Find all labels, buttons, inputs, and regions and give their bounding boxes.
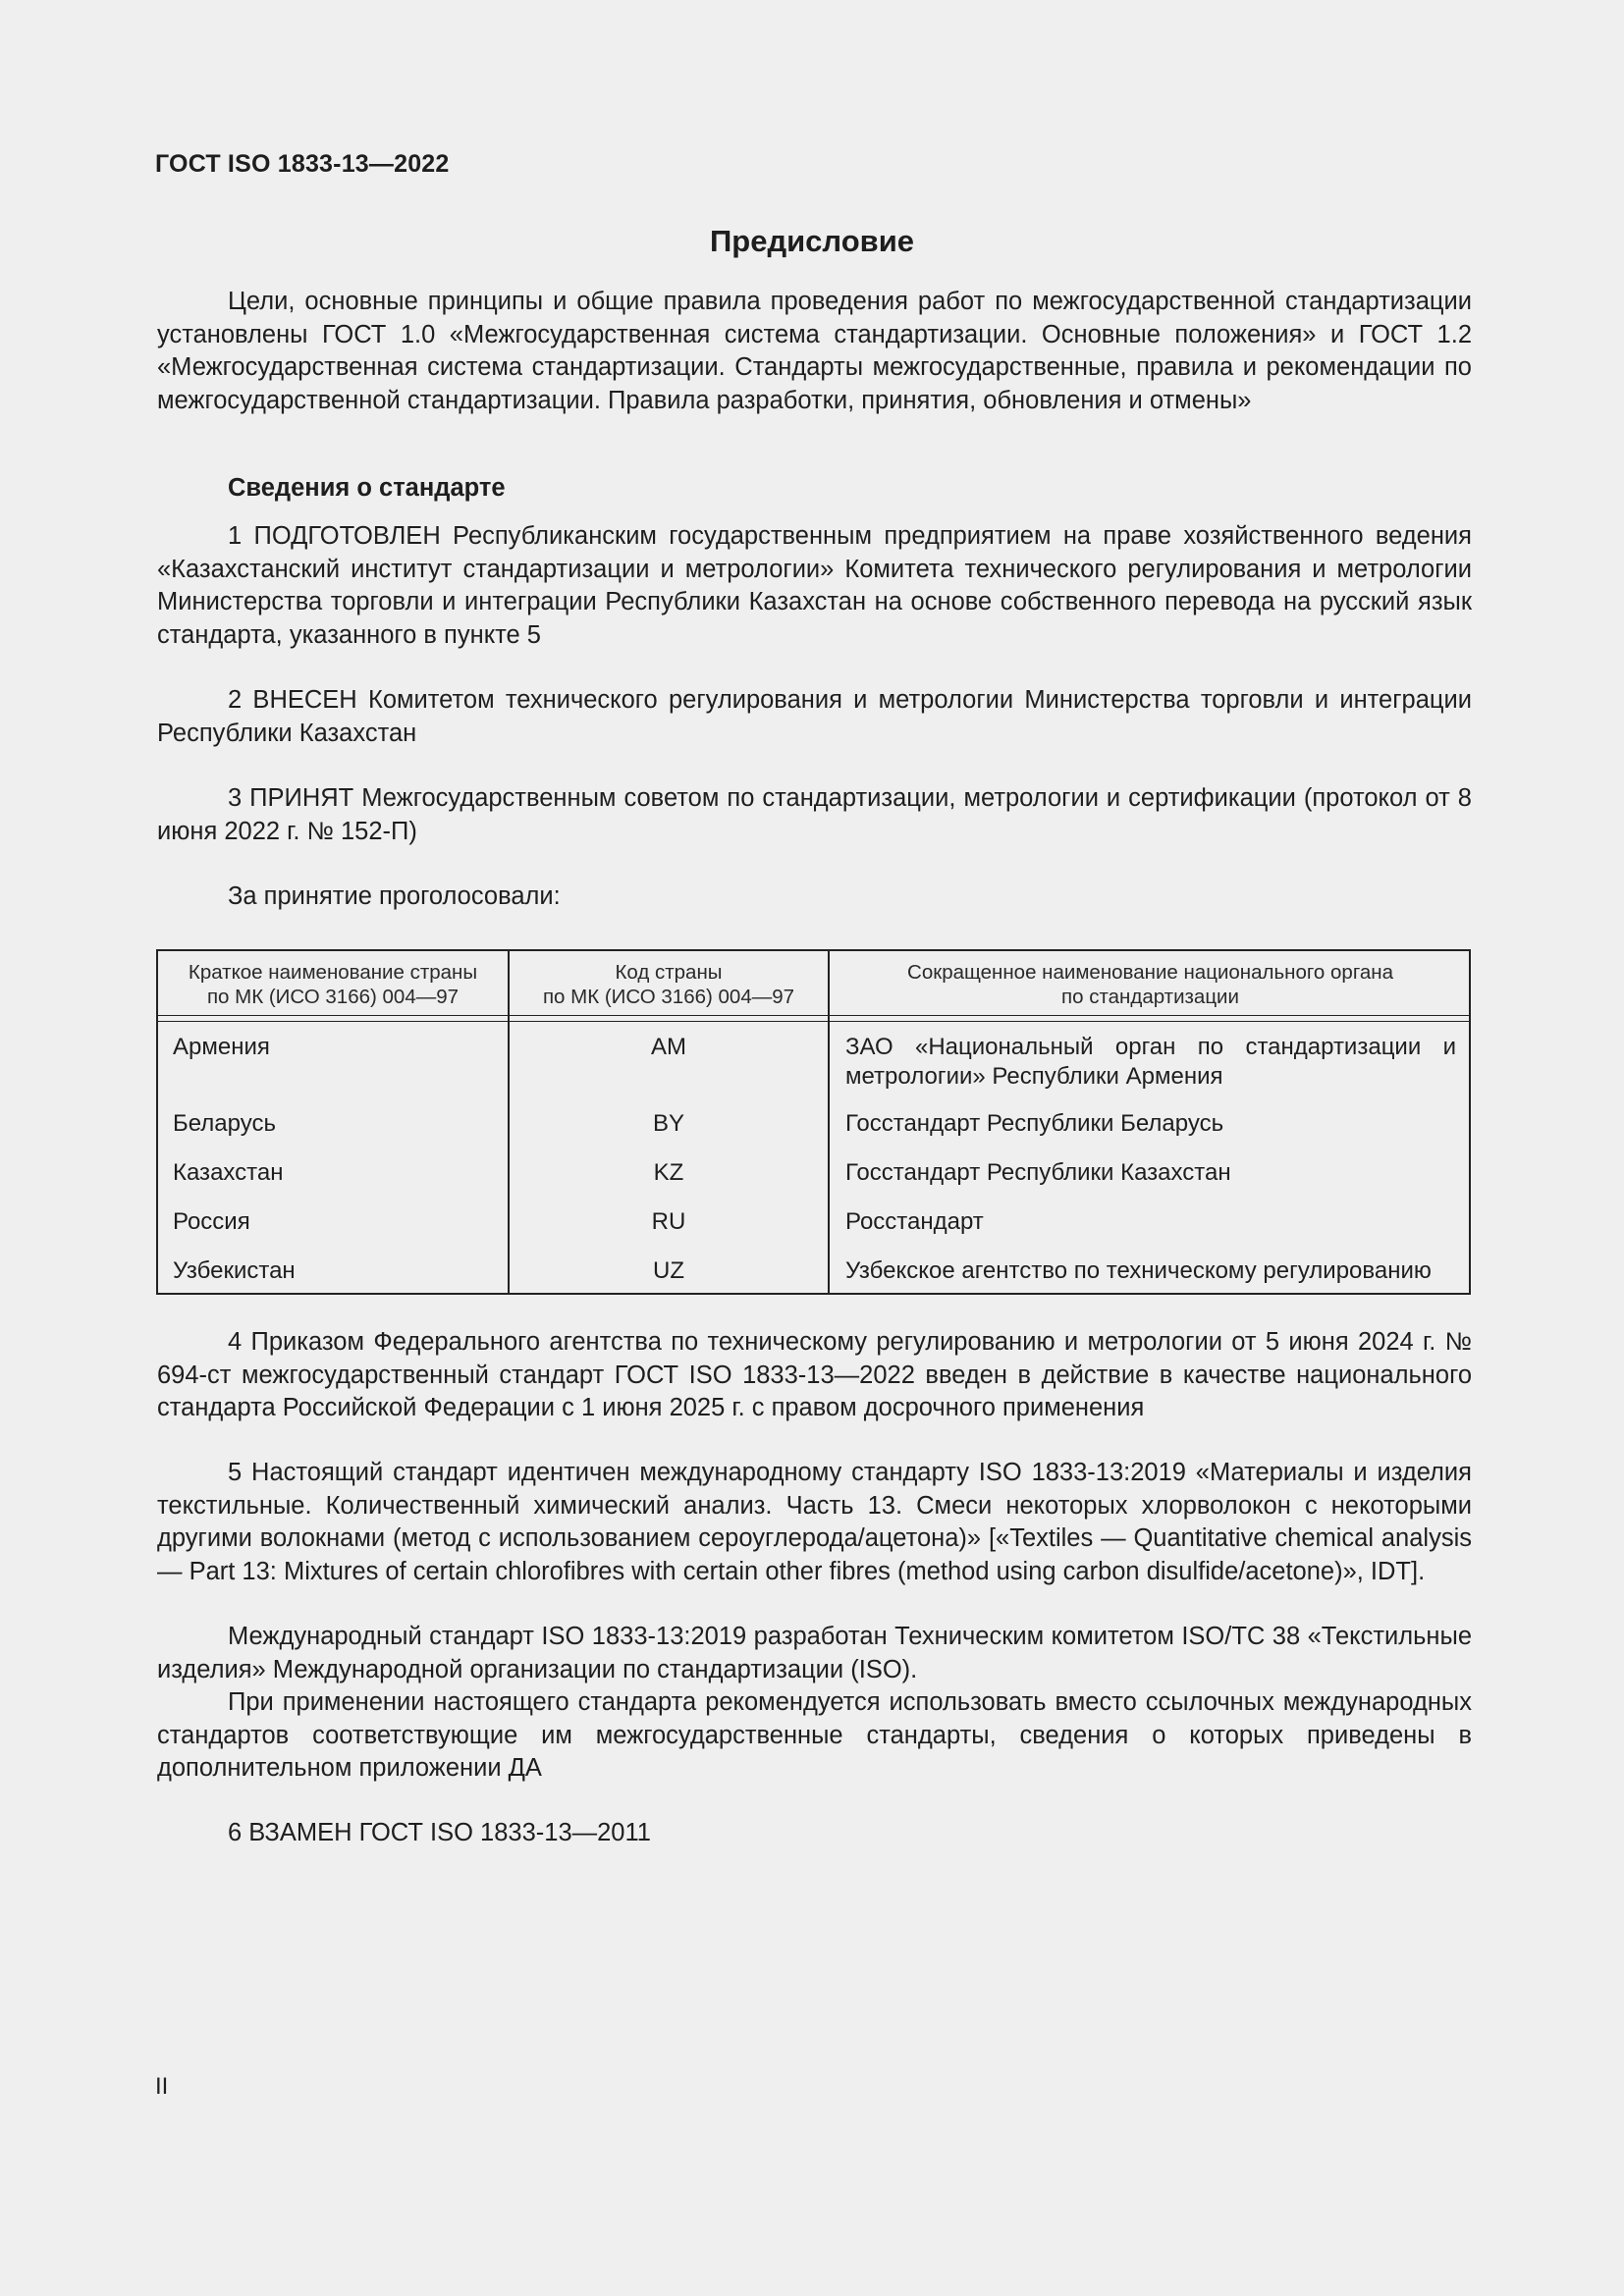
table-cell-country: Беларусь <box>173 1110 276 1137</box>
intro-paragraph: Цели, основные принципы и общие правила проведения работ по межгосударственной стандартизации установлены ГОСТ 1.0 «Межгосударственная система стандартизации. Основные положения» и ГОСТ 1.2 «Межгосударственная система стандартизации. Стандарты межгосударственные, правила и рекомендации по межгосударственной стандартизации. Правила разработки, принятия, обновления и отмены» <box>157 288 1472 414</box>
table-cell-body: Госстандарт Республики Беларусь <box>845 1110 1224 1137</box>
table-cell-body: Узбекское агентство по техническому регулированию <box>845 1257 1432 1284</box>
item-5-paragraph: 5 Настоящий стандарт идентичен международному стандарту ISO 1833-13:2019 «Материалы и изделия текстильные. Количественный химический анализ. Часть 13. Смеси некоторых хлорволокон с некоторыми другими волокнами (метод с использованием сероуглерода/ацетона)» [«Textiles — Quantitative chemical analysis — Part 13: Mixtures of certain chlorofibres with certain other fibres (method using carbon disulfide/acetone)», IDT]. <box>157 1459 1472 1585</box>
table-cell-code: UZ <box>653 1257 684 1284</box>
table-cell-code: BY <box>652 1110 684 1137</box>
table-cell-code: RU <box>651 1208 686 1235</box>
table-header-divider <box>156 1015 1471 1016</box>
table-cell-country: Узбекистан <box>173 1257 296 1284</box>
item-5-committee-paragraph: Международный стандарт ISO 1833-13:2019 разработан Техническим комитетом ISO/TC 38 «Текстильные изделия» Международной организации по стандартизации (ISO). <box>157 1623 1472 1683</box>
table-header-body: Сокращенное наименование национального органа по стандартизации <box>907 961 1393 1008</box>
voted-label: За принятие проголосовали: <box>228 882 561 910</box>
table-cell-country: Армения <box>173 1034 270 1060</box>
table-header-country: Краткое наименование страны по МК (ИСО 3166) 004—97 <box>188 961 478 1008</box>
table-cell-body: ЗАО «Национальный орган по стандартизации и метрологии» Республики Армения <box>845 1034 1456 1090</box>
item-3-paragraph: 3 ПРИНЯТ Межгосударственным советом по стандартизации, метрологии и сертификации (протокол от 8 июня 2022 г. № 152-П) <box>157 784 1472 845</box>
table-cell-code: KZ <box>653 1159 684 1186</box>
table-header-code: Код страны по МК (ИСО 3166) 004—97 <box>542 961 795 1008</box>
table-cell-body: Росстандарт <box>845 1208 984 1235</box>
page-number: II <box>155 2073 169 2100</box>
item-5-reference-paragraph: При применении настоящего стандарта рекомендуется использовать вместо ссылочных международных стандартов соответствующие им межгосударственные стандарты, сведения о которых приведены в дополнительном приложении ДА <box>157 1688 1472 1782</box>
table-header-divider <box>156 1021 1471 1022</box>
page-title: Предисловие <box>709 224 914 258</box>
table-cell-country: Казахстан <box>173 1159 284 1186</box>
document-code: ГОСТ ISO 1833-13—2022 <box>155 150 450 178</box>
table-cell-code: AM <box>651 1034 686 1060</box>
table-cell-country: Россия <box>173 1208 250 1235</box>
item-6-paragraph: 6 ВЗАМЕН ГОСТ ISO 1833-13—2011 <box>228 1819 651 1846</box>
item-1-paragraph: 1 ПОДГОТОВЛЕН Республиканским государственным предприятием на праве хозяйственного ведения «Казахстанский институт стандартизации и метрологии» Комитета технического регулирования и метрологии Министерства торговли и интеграции Республики Казахстан на основе собственного перевода на русский язык стандарта, указанного в пункте 5 <box>157 522 1472 649</box>
section-subtitle: Сведения о стандарте <box>228 474 506 502</box>
item-2-paragraph: 2 ВНЕСЕН Комитетом технического регулирования и метрологии Министерства торговли и интеграции Республики Казахстан <box>157 686 1472 747</box>
item-4-paragraph: 4 Приказом Федерального агентства по техническому регулированию и метрологии от 5 июня 2024 г. № 694-ст межгосударственный стандарт ГОСТ ISO 1833-13—2022 введен в действие в качестве национального стандарта Российской Федерации с 1 июня 2025 г. с правом досрочного применения <box>157 1328 1472 1421</box>
table-cell-body: Госстандарт Республики Казахстан <box>845 1159 1231 1186</box>
